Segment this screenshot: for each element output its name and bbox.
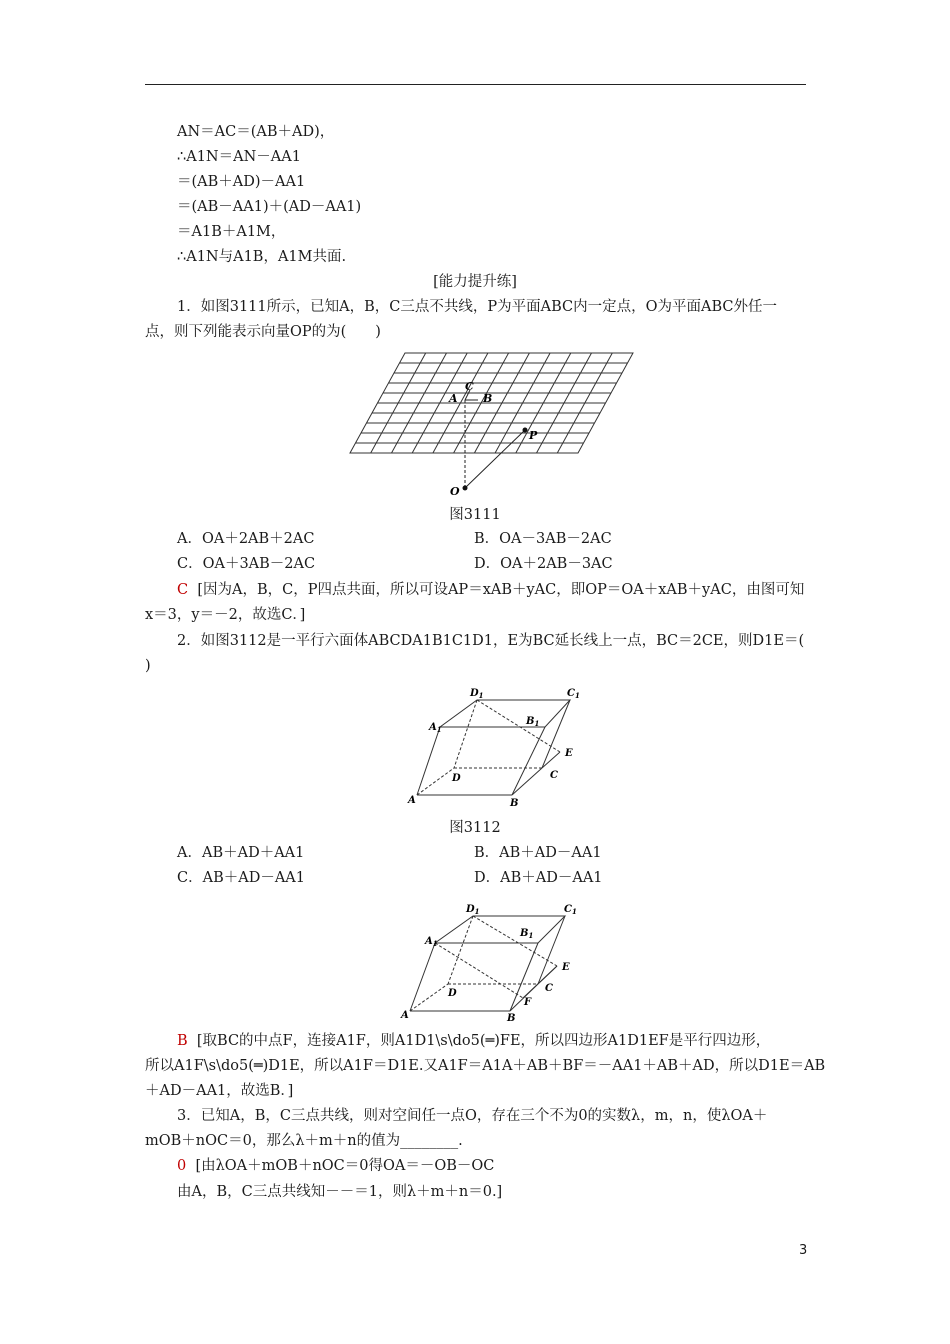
q1-solution-text: [因为A，B，C，P四点共面，所以可设AP＝xAB＋yAC，即OP＝OA＋xAB＋yAC，由图可知 (197, 582, 805, 598)
q1-answer-letter: C (177, 582, 189, 598)
q1-text-line2: 点，则下列能表示向量OP的为( ) (145, 324, 381, 340)
label-B1: $B_1$ (526, 716, 540, 728)
proof-line-1: AN＝AC＝(AB＋AD)， (177, 124, 335, 140)
q2-option-d: D．AB＋AD－AA1 (474, 870, 603, 886)
figure-3112 (405, 682, 595, 812)
label-B: B (510, 798, 519, 809)
q2-option-c: C．AB＋AD－AA1 (177, 870, 305, 886)
proof-line-5: ＝A1B＋A1M， (177, 224, 286, 240)
q1-option-c: C．OA＋3AB－2AC (177, 556, 316, 572)
q3-solution-text: [由λOA＋mOB＋nOC＝0得OA＝－OB－OC (195, 1158, 495, 1174)
label-A: A (408, 795, 416, 806)
label-C: C (545, 983, 553, 994)
proof-line-2: ∴A1N＝AN－AA1 (177, 149, 301, 165)
page-number: 3 (799, 1243, 808, 1258)
q2-solution-line3: ＋AD－AA1，故选B．] (145, 1083, 294, 1099)
q1-option-a: A．OA＋2AB＋2AC (177, 531, 315, 547)
label-E: E (562, 962, 570, 973)
point-P (523, 428, 528, 433)
q1-solution-line1 (177, 580, 804, 600)
label-A: A (449, 392, 458, 405)
label-B: B (507, 1013, 516, 1023)
label-C1: $C_1$ (567, 688, 580, 700)
label-E: E (565, 748, 573, 759)
label-B1: $B_1$ (520, 928, 534, 940)
q3-answer-letter: 0 (177, 1158, 187, 1174)
q2-solution-text: [取BC的中点F，连接A1F，则A1D1\s\do5(═)FE，所以四边形A1D1EF是平行四边形， (196, 1033, 771, 1049)
q1-solution-line2: x＝3，y＝－2，故选C．] (145, 607, 306, 623)
label-B: B (483, 392, 493, 405)
label-F: F (524, 997, 532, 1008)
label-A: A (401, 1010, 409, 1021)
q2-solution-line1 (177, 1031, 770, 1051)
label-D: D (452, 773, 461, 784)
q3-solution-line1 (177, 1156, 494, 1176)
q1-figure-caption: 图3111 (449, 507, 501, 523)
label-C: C (465, 380, 474, 393)
point-O (463, 486, 468, 491)
q1-option-b: B．OA－3AB－2AC (474, 531, 612, 547)
q3-text-line2: mOB＋nOC＝0，那么λ＋m＋n的值为________. (145, 1133, 463, 1149)
q3-solution-line2: 由A，B，C三点共线知－－＝1，则λ＋m＋n＝0.] (177, 1184, 503, 1200)
figure-3111 (345, 348, 640, 498)
proof-line-3: ＝(AB＋AD)－AA1 (177, 174, 306, 190)
q2-option-b: B．AB＋AD－AA1 (474, 845, 602, 861)
label-D: D (448, 988, 457, 999)
label-P: P (529, 429, 538, 442)
q2-solution-line2: 所以A1F\s\do5(═)D1E，所以A1F＝D1E.又A1F＝A1A＋AB＋BF＝－AA1＋AB＋AD，所以D1E＝AB (145, 1058, 826, 1074)
label-A1: $A_1$ (429, 722, 442, 734)
label-O: O (450, 485, 460, 498)
section-title: [能力提升练] (433, 274, 517, 290)
label-D1: $D_1$ (466, 904, 480, 916)
header-rule (145, 84, 806, 85)
q3-text-line1: 3．已知A，B，C三点共线，则对空间任一点O，存在三个不为0的实数λ，m，n，使λOA＋ (177, 1108, 768, 1124)
line-OP (465, 430, 525, 488)
proof-line-6: ∴A1N与A1B，A1M共面. (177, 249, 347, 265)
label-A1: $A_1$ (425, 936, 438, 948)
label-D1: $D_1$ (470, 688, 484, 700)
q2-option-a: A．AB＋AD＋AA1 (177, 845, 305, 861)
figure-3112-solution (398, 898, 588, 1023)
q2-answer-letter: B (177, 1033, 188, 1049)
proof-line-4: ＝(AB－AA1)＋(AD－AA1) (177, 199, 362, 215)
q2-text-line1: 2．如图3112是一平行六面体ABCDA1B1C1D1，E为BC延长线上一点，BC＝2CE，则D1E＝( (177, 633, 805, 649)
label-C: C (550, 770, 558, 781)
q2-figure-caption: 图3112 (449, 820, 501, 836)
q2-text-line2: ) (145, 658, 151, 674)
label-C1: $C_1$ (564, 904, 577, 916)
q1-option-d: D．OA＋2AB－3AC (474, 556, 613, 572)
q1-text-line1: 1．如图3111所示，已知A，B，C三点不共线，P为平面ABC内一定点，O为平面ABC外任一 (177, 299, 777, 315)
